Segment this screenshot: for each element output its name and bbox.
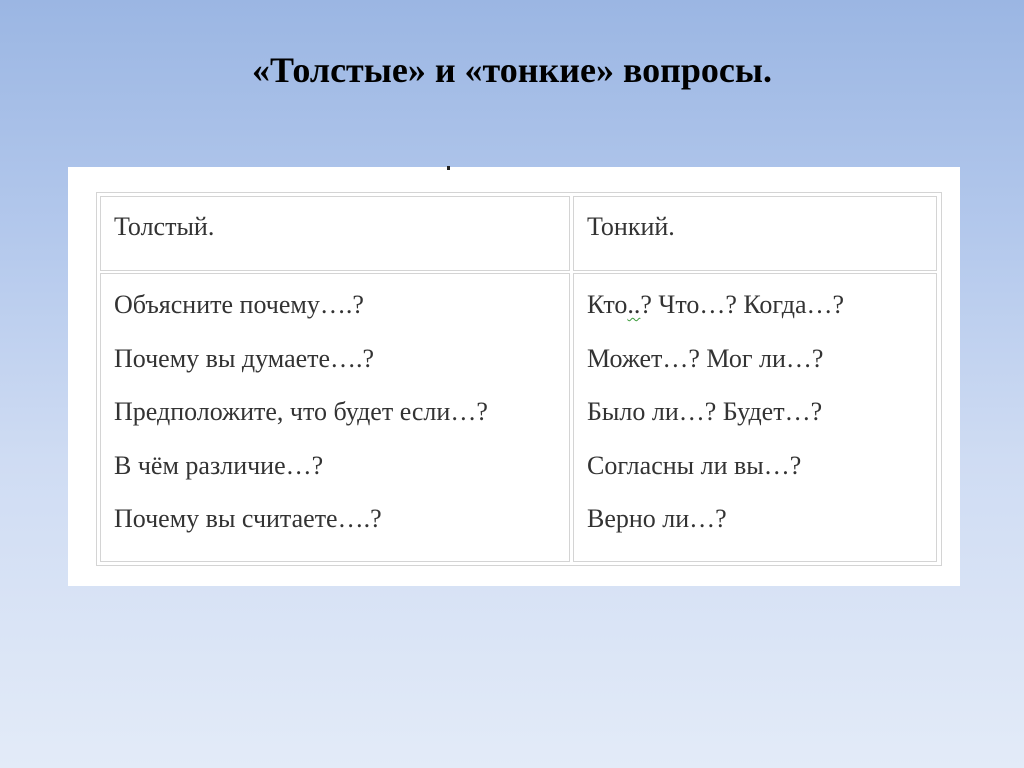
- header-cell-thick: [100, 196, 570, 271]
- thin-questions-cell: [573, 273, 937, 562]
- stray-mark: [447, 166, 450, 170]
- header-cell-thin: [573, 196, 937, 271]
- thick-questions-list: [114, 288, 488, 556]
- questions-table: [96, 192, 942, 566]
- thin-questions-list: [587, 288, 844, 556]
- questions-table-image: [68, 167, 960, 586]
- thick-question: Почему вы считаете….?: [114, 504, 382, 533]
- thick-questions-cell: [100, 273, 570, 562]
- thin-question: Может…? Мог ли…?: [587, 343, 824, 373]
- thick-question: В чём различие…?: [114, 450, 324, 480]
- thin-question: Было ли…? Будет…?: [587, 397, 823, 426]
- spellcheck-underline: ..: [627, 290, 641, 319]
- header-thin: Тонкий.: [587, 212, 675, 241]
- header-thick: Толстый.: [114, 212, 215, 241]
- thin-question-first: [587, 288, 844, 342]
- thick-question: Предположите, что будет если…?: [114, 397, 488, 426]
- thin-question: Согласны ли вы…?: [587, 450, 802, 480]
- thick-question: Объясните почему….?: [114, 290, 364, 319]
- thin-question: Верно ли…?: [587, 504, 727, 533]
- thin-first-before: Кто: [587, 290, 628, 319]
- thick-question: Почему вы думаете….?: [114, 343, 375, 373]
- thin-first-after: ? Что…? Когда…?: [640, 290, 845, 319]
- slide-title: «Толстые» и «тонкие» вопросы.: [251, 50, 773, 90]
